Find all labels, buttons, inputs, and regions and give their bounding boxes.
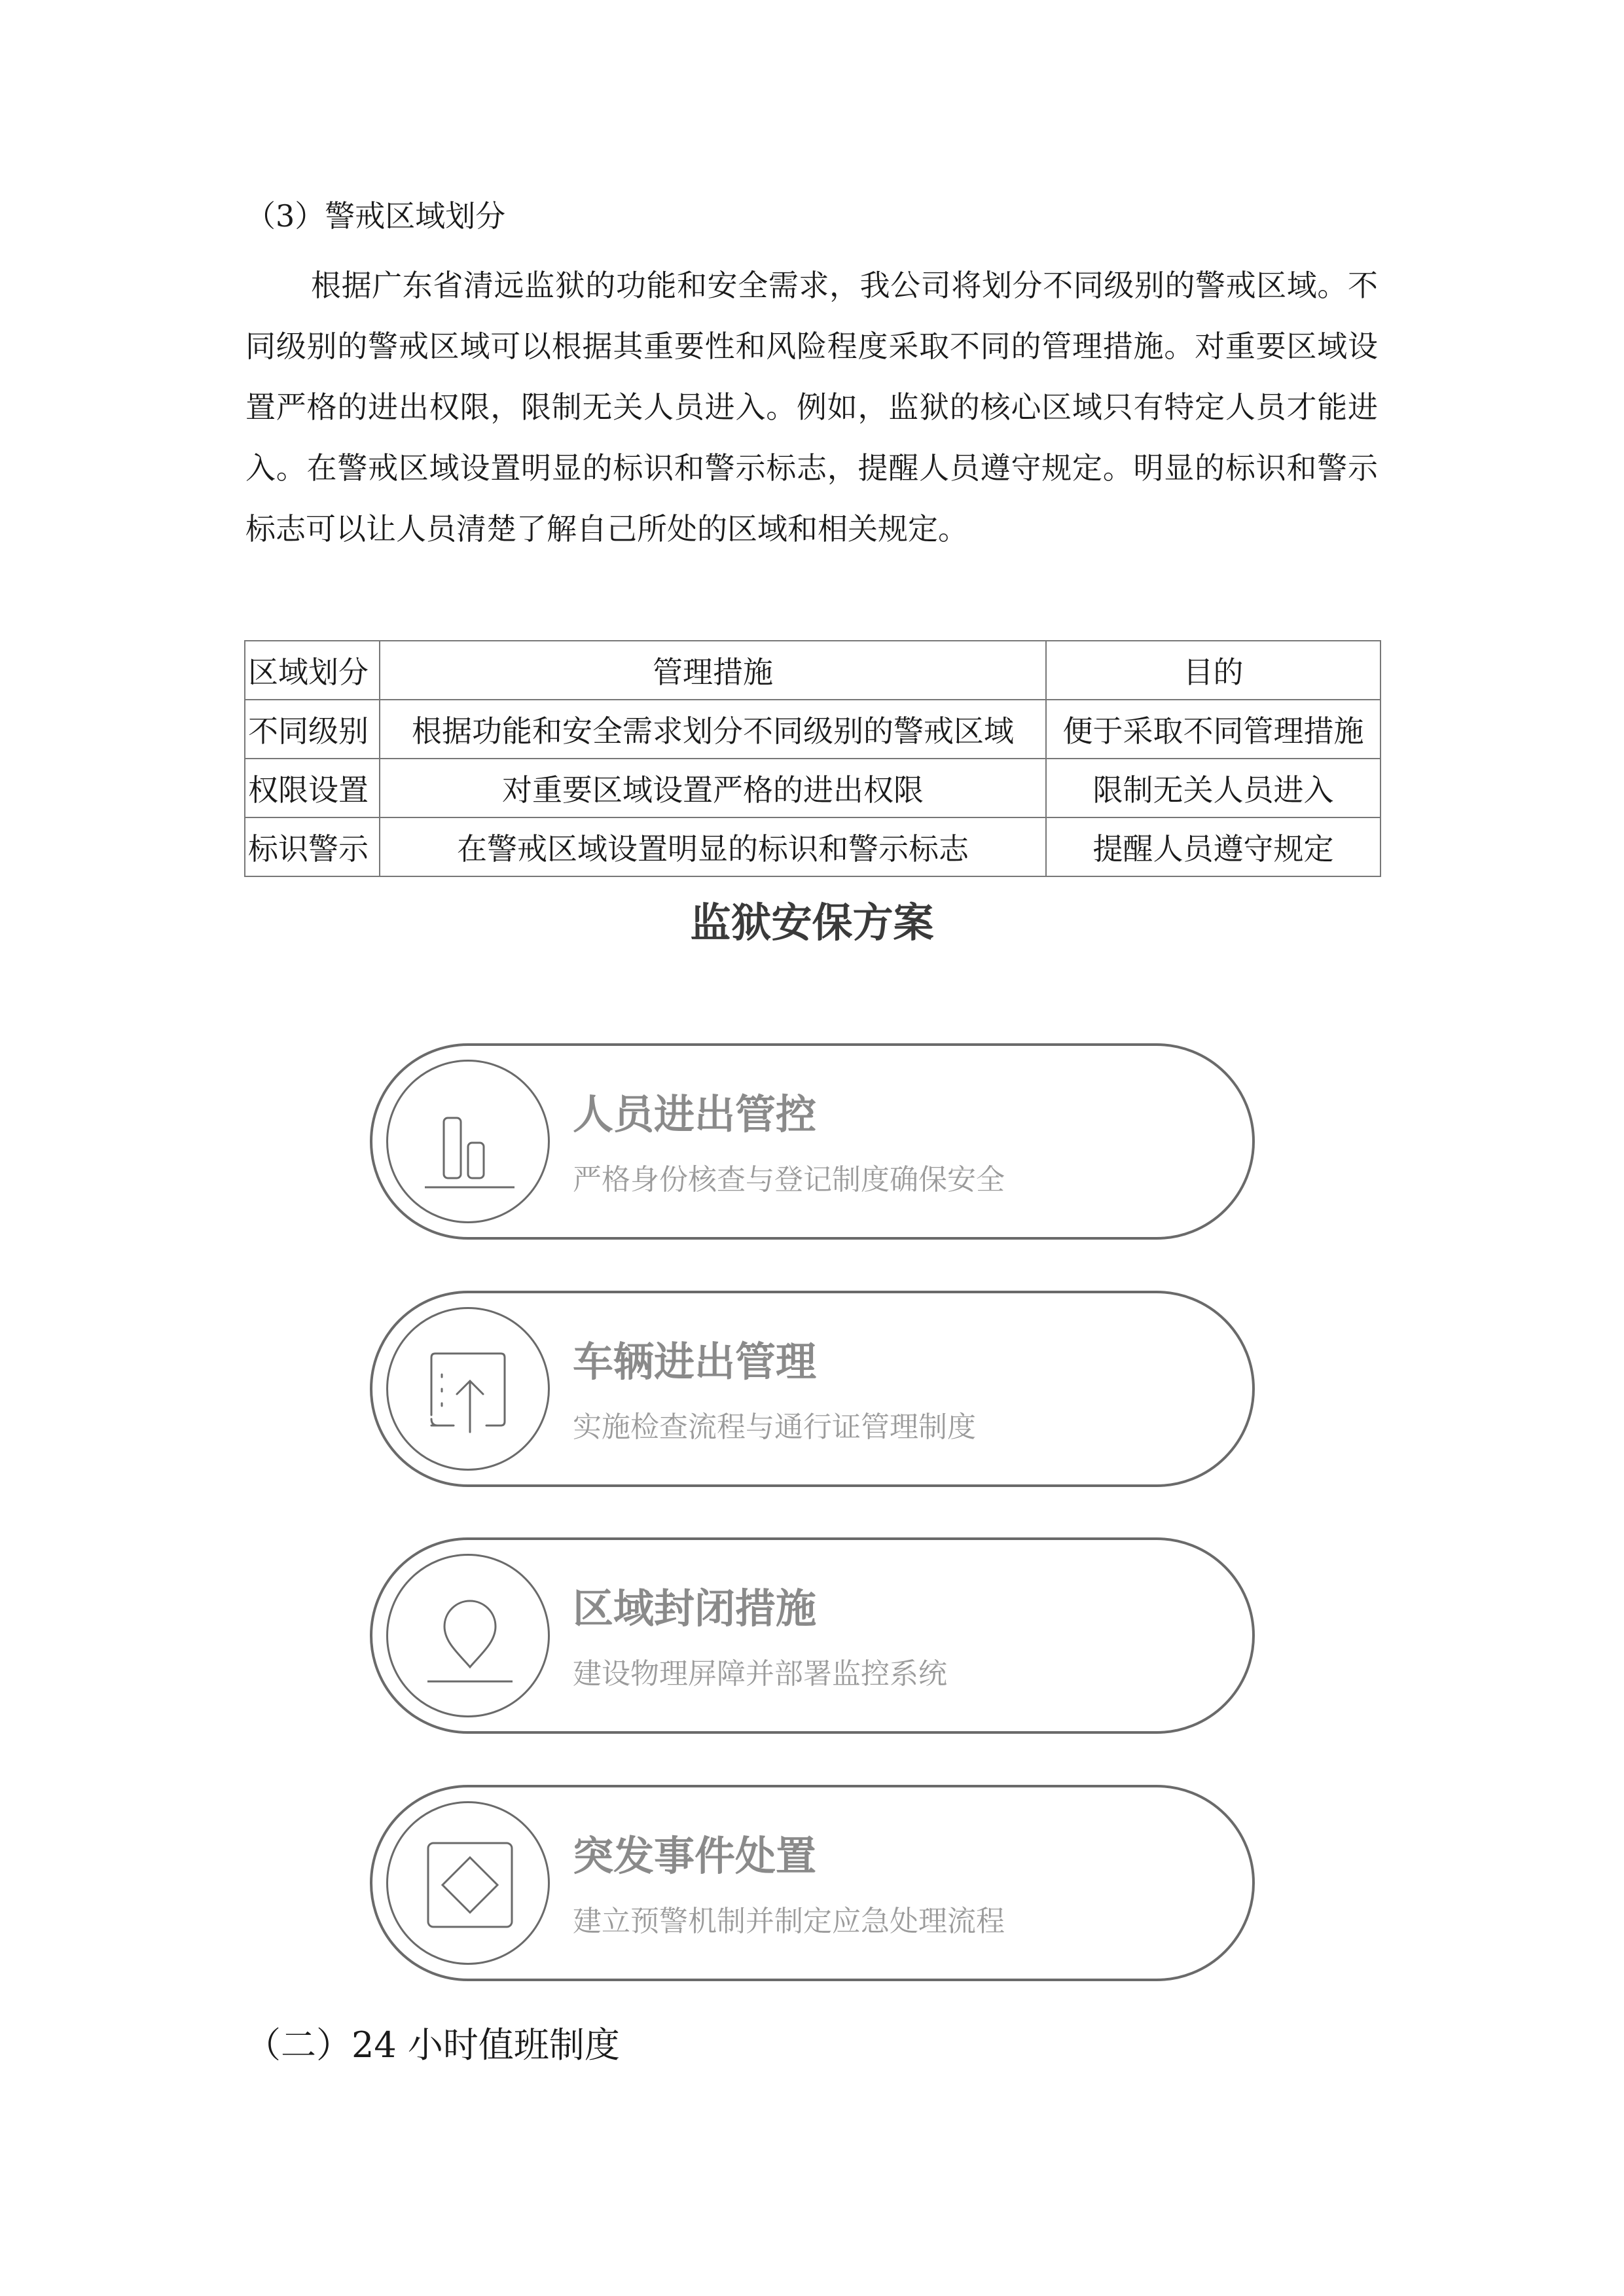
diamond-frame-icon bbox=[388, 1803, 552, 1967]
card-title: 突发事件处置 bbox=[573, 1832, 817, 1880]
body-paragraph: 根据广东省清远监狱的功能和安全需求，我公司将划分不同级别的警戒区域。不同级别的警戒区域可以根据其重要性和风险程度采取不同的管理措施。对重要区域设置严格的进出权限，限制无关人员进入。例如，监狱的核心区域只有特定人员才能进入。在警戒区域设置明显的标识和警示标志，提醒人员遵守规定。明显的标识和警示标志可以让人员清楚了解自己所处的区域和相关规定。 bbox=[245, 268, 1378, 547]
table-cell: 标识警示 bbox=[245, 817, 380, 876]
security-card-personnel bbox=[370, 1043, 1255, 1240]
card-title: 区域封闭措施 bbox=[573, 1585, 817, 1632]
table-header-cell: 区域划分 bbox=[245, 641, 380, 700]
card-title: 车辆进出管理 bbox=[573, 1338, 817, 1386]
security-card-vehicles bbox=[370, 1291, 1255, 1487]
section-heading: （3）警戒区域划分 bbox=[245, 198, 506, 234]
table-cell: 便于采取不同管理措施 bbox=[1046, 700, 1380, 759]
icon-ring bbox=[386, 1801, 550, 1965]
security-card-zones bbox=[370, 1537, 1255, 1734]
upload-box-icon bbox=[388, 1309, 552, 1473]
table-cell: 在警戒区域设置明显的标识和警示标志 bbox=[380, 817, 1046, 876]
table-cell: 权限设置 bbox=[245, 759, 380, 817]
icon-ring bbox=[386, 1060, 550, 1223]
security-card-emergency bbox=[370, 1785, 1255, 1981]
table-header-row bbox=[245, 641, 1380, 700]
card-subtitle: 建立预警机制并制定应急处理流程 bbox=[573, 1905, 1005, 1938]
table-header-cell: 管理措施 bbox=[380, 641, 1046, 700]
table-row bbox=[245, 759, 1380, 817]
zone-table bbox=[244, 640, 1381, 877]
card-subtitle: 严格身份核查与登记制度确保安全 bbox=[573, 1163, 1005, 1196]
table-cell: 提醒人员遵守规定 bbox=[1046, 817, 1380, 876]
icon-ring bbox=[386, 1554, 550, 1717]
card-subtitle: 建设物理屏障并部署监控系统 bbox=[573, 1657, 947, 1691]
table-row bbox=[245, 817, 1380, 876]
table-header-cell: 目的 bbox=[1046, 641, 1380, 700]
card-subtitle: 实施检查流程与通行证管理制度 bbox=[573, 1410, 976, 1444]
bar-chart-icon bbox=[388, 1062, 552, 1225]
table-cell: 根据功能和安全需求划分不同级别的警戒区域 bbox=[380, 700, 1046, 759]
table-cell: 不同级别 bbox=[245, 700, 380, 759]
table-cell: 限制无关人员进入 bbox=[1046, 759, 1380, 817]
table-row bbox=[245, 700, 1380, 759]
table-cell: 对重要区域设置严格的进出权限 bbox=[380, 759, 1046, 817]
location-pin-icon bbox=[388, 1556, 552, 1719]
icon-ring bbox=[386, 1307, 550, 1471]
card-title: 人员进出管控 bbox=[573, 1090, 817, 1138]
next-section-heading: （二）24 小时值班制度 bbox=[245, 2024, 620, 2066]
diagram-title: 监狱安保方案 bbox=[690, 899, 934, 946]
